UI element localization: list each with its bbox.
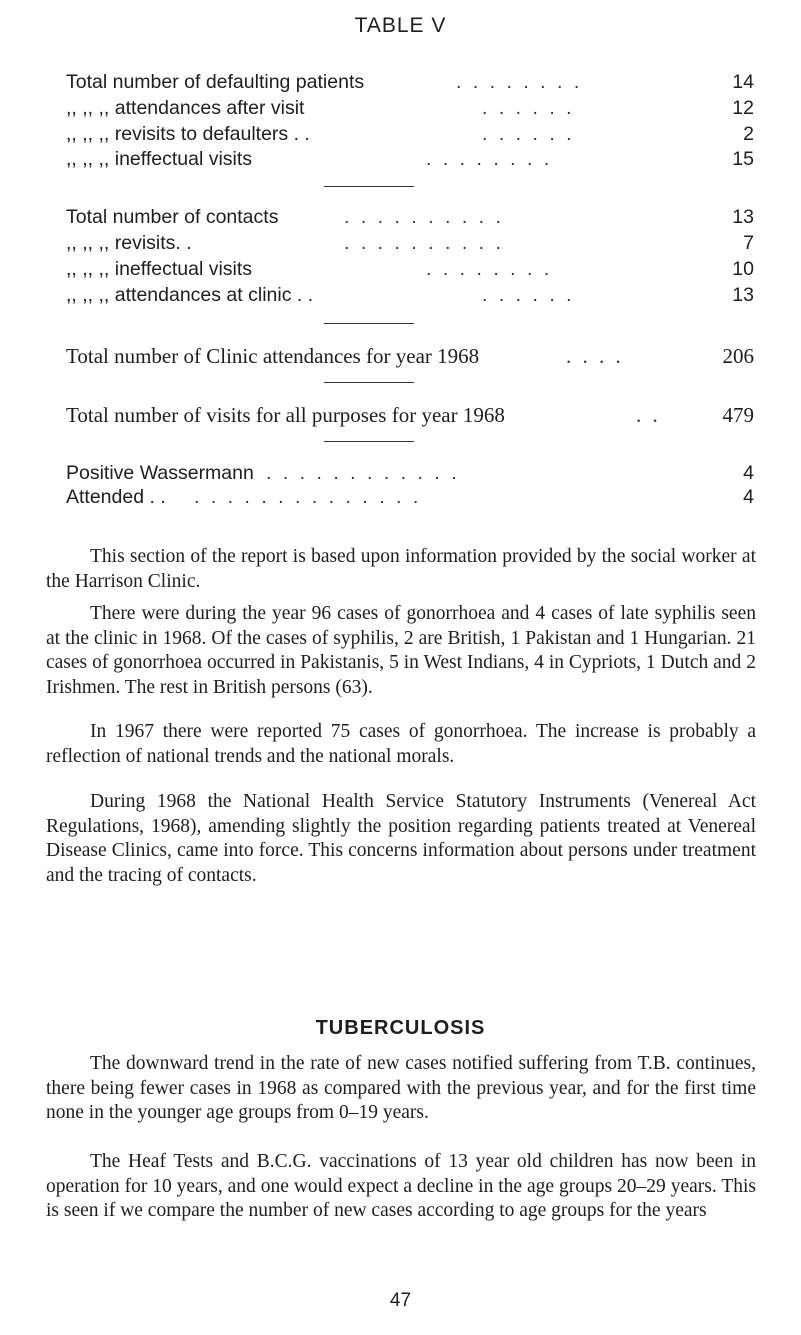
row-value: 7 — [743, 232, 754, 254]
table-row — [66, 120, 754, 148]
table-row — [66, 68, 754, 96]
paragraph: The downward trend in the rate of new cases notified suffering from T.B. continues, there being fewer cases in 1968 as compared with the previous year, and for the first time none in the younger age groups from 0–19 years. — [46, 1053, 756, 1124]
row-label: Attended . . — [66, 486, 166, 508]
table-row — [66, 255, 754, 283]
paragraph: The Heaf Tests and B.C.G. vaccinations of 13 year old children has now been in operation for 10 years, and one would expect a decline in the age groups 20–29 years. This is seen if we compare the number of new cases according to age groups for the years — [46, 1151, 756, 1222]
leader-dots: . . . . . . . . . . — [344, 232, 504, 254]
leader-dots: . . . . — [566, 344, 624, 368]
table-row — [66, 229, 754, 257]
row-label: ,, ,, ,, attendances after visit — [66, 97, 305, 119]
row-value: 13 — [732, 206, 754, 228]
leader-dots: . . . . . . . . — [456, 71, 583, 93]
table-row — [66, 94, 754, 122]
leader-dots: . . . . . . . . . . . . . . — [194, 486, 422, 508]
row-value: 4 — [743, 486, 754, 508]
paragraph: During 1968 the National Health Service Statutory Instruments (Venereal Act Regulations, 1968), amending slightly the position regarding patients treated at Venereal Disease Clinics, came into force. This concerns information about persons under treatment and the tracing of contacts. — [46, 791, 756, 886]
section-heading: TUBERCULOSIS — [315, 1017, 486, 1039]
paragraph: This section of the report is based upon information provided by the social worker at the Harrison Clinic. — [46, 546, 756, 592]
divider — [324, 382, 414, 383]
row-label: ,, ,, ,, revisits. . — [66, 232, 192, 254]
table-row — [66, 401, 754, 429]
table-title: TABLE V — [354, 14, 447, 37]
row-value: 206 — [722, 344, 754, 368]
paragraph: In 1967 there were reported 75 cases of gonorrhoea. The increase is probably a reflection of national trends and the national morals. — [46, 721, 756, 767]
page-number: 47 — [389, 1290, 412, 1311]
leader-dots: . . . . . . — [482, 97, 575, 119]
row-value: 479 — [722, 403, 754, 427]
table-row — [66, 203, 754, 231]
row-label: Total number of contacts — [66, 206, 279, 228]
row-label: Total number of visits for all purposes for year 1968 — [66, 403, 505, 427]
leader-dots: . . . . . . . . — [426, 258, 553, 280]
row-label: ,, ,, ,, ineffectual visits — [66, 258, 253, 280]
row-label: ,, ,, ,, revisits to defaulters . . — [66, 123, 310, 145]
row-value: 13 — [732, 284, 754, 306]
leader-dots: . . . . . . . . . . — [344, 206, 504, 228]
row-value: 14 — [732, 71, 754, 93]
row-label: Positive Wassermann — [66, 462, 254, 484]
divider — [324, 441, 414, 442]
table-row — [66, 145, 754, 173]
row-label: ,, ,, ,, attendances at clinic . . — [66, 284, 314, 306]
row-label: ,, ,, ,, ineffectual visits — [66, 148, 253, 170]
divider — [324, 323, 414, 324]
row-value: 10 — [732, 258, 754, 280]
row-value: 2 — [743, 123, 754, 145]
table-row — [66, 483, 754, 511]
leader-dots: . . . . . . . . — [426, 148, 553, 170]
paragraph: There were during the year 96 cases of gonorrhoea and 4 cases of late syphilis seen at the clinic in 1968. Of the cases of syphilis, 2 are British, 1 Pakistan and 1 Hungarian. 21 cases of gonorrhoea occurred in Pakistanis, 5 in West Indians, 4 in Cypriots, 1 Dutch and 2 Irishmen. The rest in British persons (63). — [46, 603, 756, 698]
row-label: Total number of defaulting patients — [66, 71, 365, 93]
leader-dots: . . . . . . — [482, 284, 575, 306]
table-row — [66, 281, 754, 309]
leader-dots: . . — [636, 403, 661, 427]
leader-dots: . . . . . . — [482, 123, 575, 145]
row-value: 4 — [743, 462, 754, 484]
divider — [324, 186, 414, 187]
row-label: Total number of Clinic attendances for year 1968 — [66, 344, 480, 368]
row-value: 15 — [732, 148, 754, 170]
leader-dots: . . . . . . . . . . . . — [266, 462, 460, 484]
table-row — [66, 342, 754, 370]
row-value: 12 — [732, 97, 754, 119]
